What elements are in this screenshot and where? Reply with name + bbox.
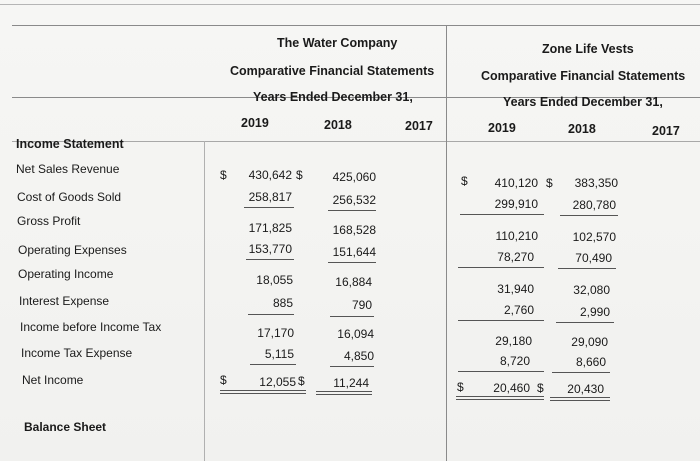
company-column-divider (446, 25, 447, 461)
water-2019-income-before-tax: 17,170 (257, 326, 294, 340)
underline (316, 394, 372, 395)
water-company-period: Years Ended December 31, (253, 90, 413, 104)
zone-2019-income-before-tax: 29,180 (495, 334, 532, 348)
zone-2018-net-sales: 383,350 (574, 176, 618, 190)
zone-company-title: Zone Life Vests (542, 42, 634, 56)
row-label-operating-income: Operating Income (18, 267, 114, 281)
underline (246, 259, 294, 260)
water-2019-gross-profit: 171,825 (248, 221, 292, 235)
zone-2018-cogs: 280,780 (572, 198, 616, 212)
zone-2018-income-before-tax: 29,090 (571, 335, 608, 349)
underline (220, 393, 306, 394)
underline (220, 390, 306, 391)
water-2019-dollar-sign-2: $ (296, 168, 303, 182)
underline (458, 371, 544, 372)
water-2018-operating-income: 16,884 (335, 275, 372, 289)
underline (550, 397, 610, 398)
zone-2019-net-income-dollar: $ (457, 380, 464, 394)
zone-company-subtitle: Comparative Financial Statements (481, 69, 686, 83)
row-label-gross-profit: Gross Profit (17, 214, 81, 228)
zone-company-period: Years Ended December 31, (503, 95, 663, 109)
zone-2018-operating-expenses: 70,490 (575, 251, 612, 265)
label-column-divider (204, 141, 205, 461)
underline (560, 215, 618, 216)
water-2018-net-income-dollar: $ (298, 374, 305, 388)
row-label-net-income: Net Income (22, 373, 84, 387)
zone-2018-income-tax: 8,660 (575, 355, 606, 369)
underline (552, 372, 610, 373)
row-label-income-before-tax: Income before Income Tax (20, 320, 162, 334)
row-label-interest-expense: Interest Expense (19, 294, 110, 308)
water-year-2019: 2019 (241, 116, 269, 130)
zone-2018-net-income-dollar: $ (537, 381, 544, 395)
water-company-title: The Water Company (277, 36, 398, 50)
water-2019-net-income-dollar: $ (220, 373, 227, 387)
underline (550, 400, 610, 401)
underline (330, 366, 374, 367)
zone-year-2017: 2017 (652, 124, 680, 138)
water-year-2017: 2017 (405, 119, 433, 133)
zone-2019-net-income: 20,460 (493, 381, 530, 395)
zone-year-2019: 2019 (488, 121, 516, 135)
row-label-net-sales: Net Sales Revenue (16, 162, 120, 176)
income-statement-heading: Income Statement (16, 137, 124, 151)
water-2019-interest-expense: 885 (272, 296, 293, 310)
water-2018-gross-profit: 168,528 (332, 223, 376, 237)
water-2018-operating-expenses: 151,644 (332, 245, 376, 259)
water-2019-cogs: 258,817 (248, 190, 292, 204)
zone-2019-net-sales: 410,120 (494, 176, 538, 190)
zone-2019-gross-profit: 110,210 (495, 229, 538, 243)
zone-2019-cogs: 299,910 (494, 197, 538, 211)
top-border (0, 4, 700, 5)
underline (458, 320, 544, 321)
zone-2018-operating-income: 32,080 (573, 283, 610, 297)
zone-2019-dollar-sign: $ (461, 174, 468, 188)
water-company-subtitle: Comparative Financial Statements (230, 64, 435, 78)
water-2018-income-tax: 4,850 (343, 349, 374, 363)
zone-year-2018: 2018 (568, 122, 596, 136)
water-2019-net-sales: 430,642 (248, 168, 292, 182)
water-2019-operating-income: 18,055 (256, 273, 293, 287)
underline (556, 322, 614, 323)
underline (316, 391, 372, 392)
balance-sheet-heading: Balance Sheet (24, 420, 107, 434)
water-2019-income-tax: 5,115 (264, 347, 294, 361)
underline (330, 316, 374, 317)
water-2019-dollar-sign: $ (220, 168, 227, 182)
zone-2019-operating-expenses: 78,270 (497, 250, 534, 264)
underline (328, 262, 376, 263)
underline (244, 207, 294, 208)
underline (460, 214, 544, 215)
zone-2018-gross-profit: 102,570 (572, 230, 616, 244)
zone-2019-interest-expense: 2,760 (503, 303, 534, 317)
header-top-line (12, 25, 700, 26)
zone-2018-net-income: 20,430 (567, 382, 604, 396)
zone-2019-operating-income: 31,940 (497, 282, 534, 296)
underline (458, 267, 544, 268)
underline (558, 268, 616, 269)
underline (250, 364, 296, 365)
row-label-income-tax: Income Tax Expense (21, 346, 133, 360)
water-2019-net-income: 12,055 (259, 375, 296, 389)
water-2018-interest-expense: 790 (351, 298, 372, 312)
zone-2019-dollar-sign-2: $ (546, 176, 553, 190)
underline (456, 396, 544, 397)
underline (328, 210, 376, 211)
underline (248, 314, 294, 315)
water-2019-operating-expenses: 153,770 (248, 242, 292, 256)
water-2018-net-sales: 425,060 (332, 170, 376, 184)
zone-2019-income-tax: 8,720 (499, 354, 530, 368)
water-2018-net-income: 11,244 (333, 376, 369, 390)
row-label-cogs: Cost of Goods Sold (17, 190, 122, 204)
water-2018-cogs: 256,532 (332, 193, 376, 207)
underline (456, 399, 544, 400)
water-year-2018: 2018 (324, 118, 352, 132)
water-2018-income-before-tax: 16,094 (337, 327, 374, 341)
zone-2018-interest-expense: 2,990 (579, 305, 610, 319)
row-label-operating-expenses: Operating Expenses (18, 243, 127, 257)
